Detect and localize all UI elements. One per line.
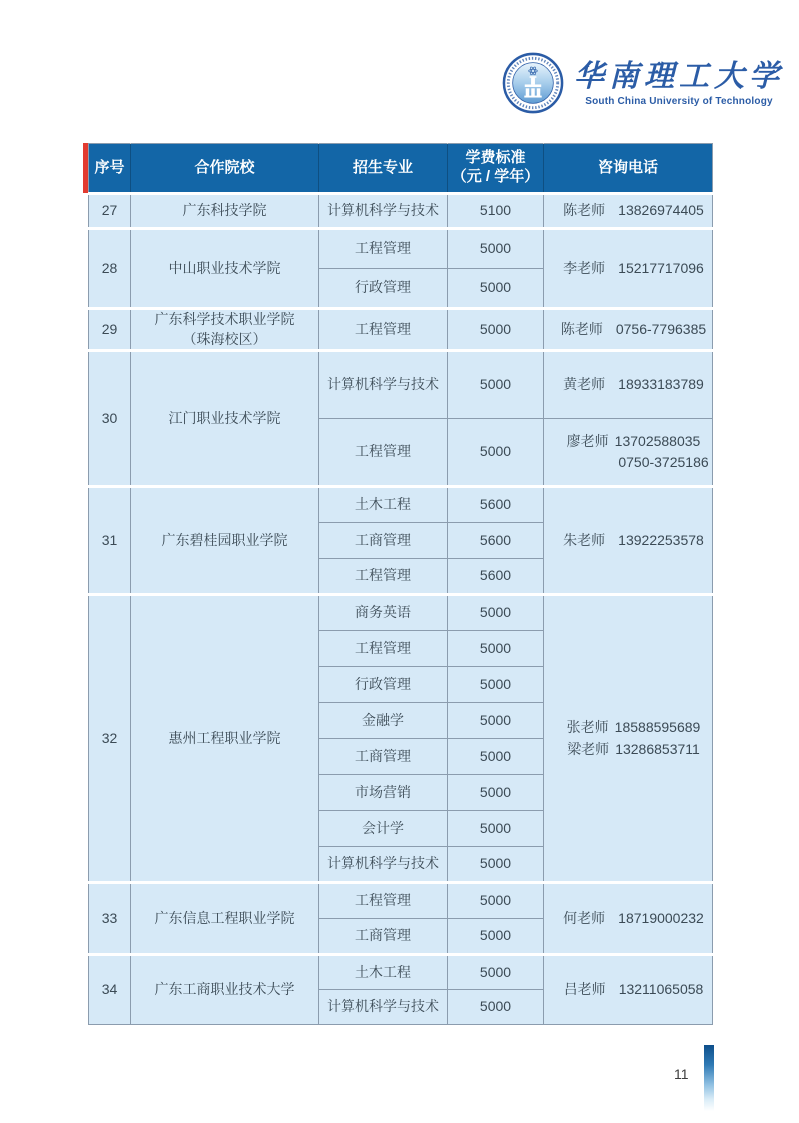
- school-name-line1: 广东科学技术职业学院: [154, 311, 295, 327]
- table-row: [89, 487, 713, 523]
- table-group-32: [89, 595, 713, 883]
- university-seal-icon: [502, 52, 564, 114]
- major-cell: 工程管理: [319, 631, 448, 667]
- major-cell: 计算机科学与技术: [319, 990, 448, 1025]
- major-cell: 会计学: [319, 811, 448, 847]
- contact-cell: 陈老师 13826974405: [544, 194, 713, 229]
- contact-cell: 黄老师 18933183789: [544, 351, 713, 419]
- fee-cell: 5600: [448, 487, 544, 523]
- fee-cell: 5000: [448, 811, 544, 847]
- major-cell: 工程管理: [319, 559, 448, 595]
- table-group-30: [89, 351, 713, 487]
- contact-cell: 吕老师 13211065058: [544, 955, 713, 1025]
- contact-cell: 陈老师 0756-7796385: [544, 309, 713, 351]
- major-cell: 计算机科学与技术: [319, 194, 448, 229]
- school-cell: 惠州工程职业学院: [131, 595, 319, 883]
- header-major: 招生专业: [319, 144, 448, 194]
- school-cell: 中山职业技术学院: [131, 229, 319, 309]
- header-no: 序号: [89, 144, 131, 194]
- major-cell: 行政管理: [319, 667, 448, 703]
- footer-accent-bar: [704, 1045, 714, 1111]
- school-cell: 广东碧桂园职业学院: [131, 487, 319, 595]
- seq-cell: 31: [89, 487, 131, 595]
- fee-cell: 5600: [448, 559, 544, 595]
- table-group-27: [89, 194, 713, 229]
- seq-cell: 34: [89, 955, 131, 1025]
- table-row: [89, 309, 713, 351]
- table-row: [89, 955, 713, 990]
- fee-cell: 5000: [448, 703, 544, 739]
- fee-cell: 5000: [448, 955, 544, 990]
- major-cell: 工商管理: [319, 919, 448, 955]
- school-cell: 江门职业技术学院: [131, 351, 319, 487]
- school-name-line2: （珠海校区）: [182, 330, 267, 347]
- fee-cell: 5000: [448, 883, 544, 919]
- school-cell: 广东信息工程职业学院: [131, 883, 319, 955]
- contact-cell: 何老师 18719000232: [544, 883, 713, 955]
- seq-cell: 29: [89, 309, 131, 351]
- university-name-block: [574, 60, 784, 107]
- major-cell: 工程管理: [319, 419, 448, 487]
- major-cell: 行政管理: [319, 269, 448, 309]
- header-red-accent: [83, 143, 88, 193]
- fee-cell: 5000: [448, 309, 544, 351]
- contact-cell: 李老师 15217717096: [544, 229, 713, 309]
- school-cell: [131, 309, 319, 351]
- table-group-34: [89, 955, 713, 1025]
- major-cell: 市场营销: [319, 775, 448, 811]
- header-fee-line1: 学费标准: [465, 149, 526, 167]
- fee-cell: 5100: [448, 194, 544, 229]
- fee-cell: 5000: [448, 631, 544, 667]
- header-school: 合作院校: [131, 144, 319, 194]
- table-group-28: [89, 229, 713, 309]
- table-row: [89, 229, 713, 269]
- fee-cell: 5000: [448, 919, 544, 955]
- major-cell: 工程管理: [319, 309, 448, 351]
- university-logo: [502, 52, 784, 114]
- table-header: [89, 144, 713, 194]
- table-row: [89, 194, 713, 229]
- partner-colleges-table: [88, 143, 713, 1025]
- major-cell: 土木工程: [319, 955, 448, 990]
- page-number: 11: [674, 1066, 689, 1082]
- contact-cell: 廖老师 13702588035 0750-3725186: [544, 419, 713, 487]
- header-contact: 咨询电话: [544, 144, 713, 194]
- table-row: [89, 351, 713, 419]
- header-fee-line2: （元 / 学年）: [451, 168, 540, 185]
- table-group-33: [89, 883, 713, 955]
- contact-cell: 张老师 18588595689 梁老师 13286853711: [544, 595, 713, 883]
- seq-cell: 27: [89, 194, 131, 229]
- table-container: [88, 143, 712, 1025]
- fee-cell: 5000: [448, 990, 544, 1025]
- fee-cell: 5000: [448, 667, 544, 703]
- seq-cell: 33: [89, 883, 131, 955]
- table-group-31: [89, 487, 713, 595]
- fee-cell: 5000: [448, 847, 544, 883]
- major-cell: 工程管理: [319, 229, 448, 269]
- school-cell: 广东工商职业技术大学: [131, 955, 319, 1025]
- major-cell: 工商管理: [319, 739, 448, 775]
- major-cell: 金融学: [319, 703, 448, 739]
- fee-cell: 5000: [448, 229, 544, 269]
- table-row: [89, 595, 713, 631]
- fee-cell: 5000: [448, 739, 544, 775]
- university-name-cn: 华南理工大学: [574, 58, 784, 94]
- table-group-29: [89, 309, 713, 351]
- contact-cell: 朱老师 13922253578: [544, 487, 713, 595]
- major-cell: 工程管理: [319, 883, 448, 919]
- major-cell: 计算机科学与技术: [319, 351, 448, 419]
- seq-cell: 32: [89, 595, 131, 883]
- fee-cell: 5000: [448, 351, 544, 419]
- fee-cell: 5000: [448, 595, 544, 631]
- table-row: [89, 883, 713, 919]
- university-name-en: South China University of Technology: [585, 95, 773, 107]
- major-cell: 计算机科学与技术: [319, 847, 448, 883]
- fee-cell: 5000: [448, 775, 544, 811]
- major-cell: 商务英语: [319, 595, 448, 631]
- seq-cell: 28: [89, 229, 131, 309]
- fee-cell: 5000: [448, 269, 544, 309]
- fee-cell: 5600: [448, 523, 544, 559]
- school-cell: 广东科技学院: [131, 194, 319, 229]
- major-cell: 土木工程: [319, 487, 448, 523]
- major-cell: 工商管理: [319, 523, 448, 559]
- fee-cell: 5000: [448, 419, 544, 487]
- header-fee: [448, 144, 544, 194]
- seq-cell: 30: [89, 351, 131, 487]
